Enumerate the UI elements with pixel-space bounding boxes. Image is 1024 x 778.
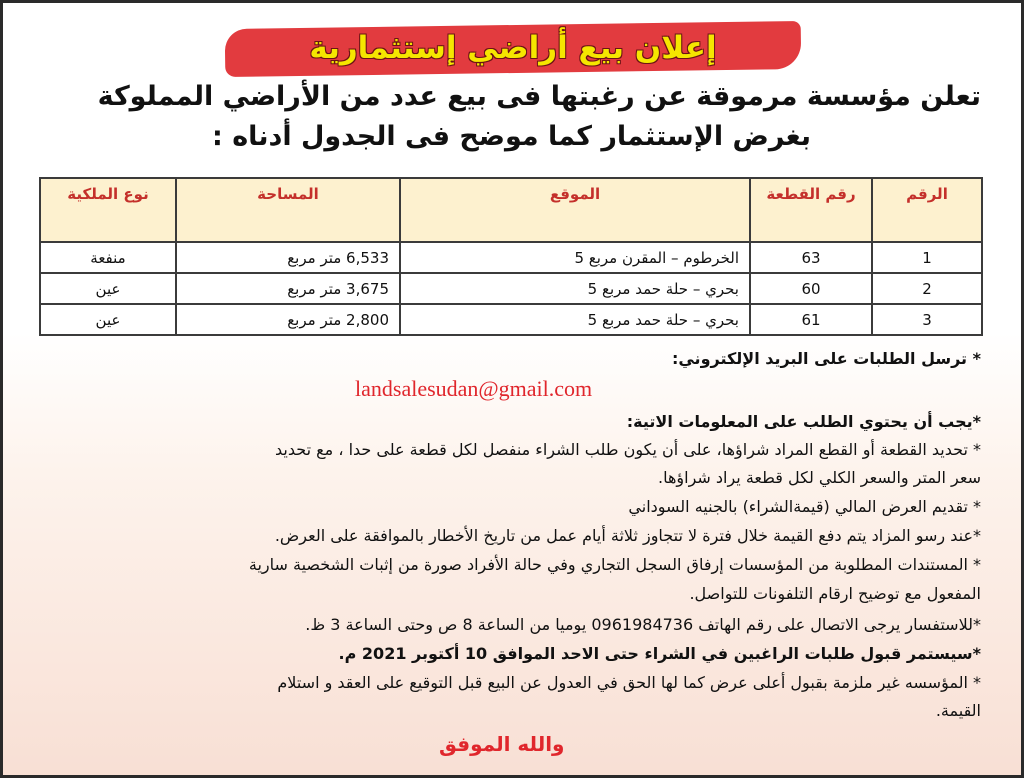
- requirement-4-line-2: المفعول مع توضيح ارقام التلفونات للتواصل.: [689, 584, 981, 603]
- cell-area: 6,533 متر مربع: [176, 242, 400, 273]
- header-location: الموقع: [400, 178, 750, 242]
- email-link[interactable]: landsalesudan@gmail.com: [355, 376, 593, 401]
- cell-no: 1: [872, 242, 982, 273]
- requirement-3: *عند رسو المزاد يتم دفع القيمة خلال فترة لا تتجاوز ثلاثة أيام عمل من تاريخ الأخطار بالموافقة على العرض.: [274, 526, 981, 545]
- header-no: الرقم: [872, 178, 982, 242]
- deadline-notice: *سيستمر قبول طلبات الراغبين في الشراء حتى الاحد الموافق 10 أكتوبر 2021 م.: [338, 644, 981, 663]
- banner-title: إعلان بيع أراضي إستثمارية: [309, 30, 717, 66]
- email-intro: * ترسل الطلبات على البريد الإلكتروني:: [671, 349, 981, 368]
- cell-location: بحري – حلة حمد مربع 5: [400, 273, 750, 304]
- land-table: [39, 177, 983, 336]
- disclaimer-line-1: * المؤسسه غير ملزمة بقبول أعلى عرض كما لها الحق في العدول عن البيع قبل التوقيع على العقد و استلام: [277, 673, 981, 692]
- cell-plot: 63: [750, 242, 872, 273]
- header-plot: رقم القطعة: [750, 178, 872, 242]
- inquiry-phone: *للاستفسار يرجى الاتصال على رقم الهاتف 0961984736 يوميا من الساعة 8 ص وحتى الساعة 3 ظ.: [305, 615, 981, 634]
- cell-area: 3,675 متر مربع: [176, 273, 400, 304]
- requirement-1-line-2: سعر المتر والسعر الكلي لكل قطعة يراد شراؤها.: [658, 468, 981, 487]
- requirement-4-line-1: * المستندات المطلوبة من المؤسسات إرفاق السجل التجاري وفي حالة الأفراد صورة من إثبات الشخصية سارية: [248, 555, 981, 574]
- requirement-1-line-1: * تحديد القطعة أو القطع المراد شراؤها، على أن يكون طلب الشراء منفصل لكل قطعة على حدا ، مع تحديد: [275, 440, 981, 459]
- cell-plot: 60: [750, 273, 872, 304]
- cell-area: 2,800 متر مربع: [176, 304, 400, 335]
- closing-phrase: والله الموفق: [439, 732, 565, 756]
- cell-no: 3: [872, 304, 982, 335]
- cell-ownership-type: منفعة: [40, 242, 176, 273]
- heading-line-1: تعلن مؤسسة مرموقة عن رغبتها فى بيع عدد من الأراضي المملوكة: [97, 81, 981, 112]
- header-area: المساحة: [176, 178, 400, 242]
- cell-no: 2: [872, 273, 982, 304]
- cell-location: الخرطوم – المقرن مربع 5: [400, 242, 750, 273]
- table-row: [40, 273, 982, 304]
- table-header-row: [40, 178, 982, 242]
- cell-location: بحري – حلة حمد مربع 5: [400, 304, 750, 335]
- table-row: [40, 242, 982, 273]
- cell-ownership-type: عين: [40, 273, 176, 304]
- requirement-2: * تقديم العرض المالي (قيمةالشراء) بالجنيه السوداني: [628, 497, 981, 516]
- cell-ownership-type: عين: [40, 304, 176, 335]
- header-ownership-type: نوع الملكية: [40, 178, 176, 242]
- disclaimer-line-2: القيمة.: [935, 701, 981, 720]
- table-row: [40, 304, 982, 335]
- cell-plot: 61: [750, 304, 872, 335]
- heading-line-2: بغرض الإستثمار كما موضح فى الجدول أدناه :: [212, 121, 811, 152]
- requirements-heading: *يجب أن يحتوي الطلب على المعلومات الاتية:: [626, 412, 981, 431]
